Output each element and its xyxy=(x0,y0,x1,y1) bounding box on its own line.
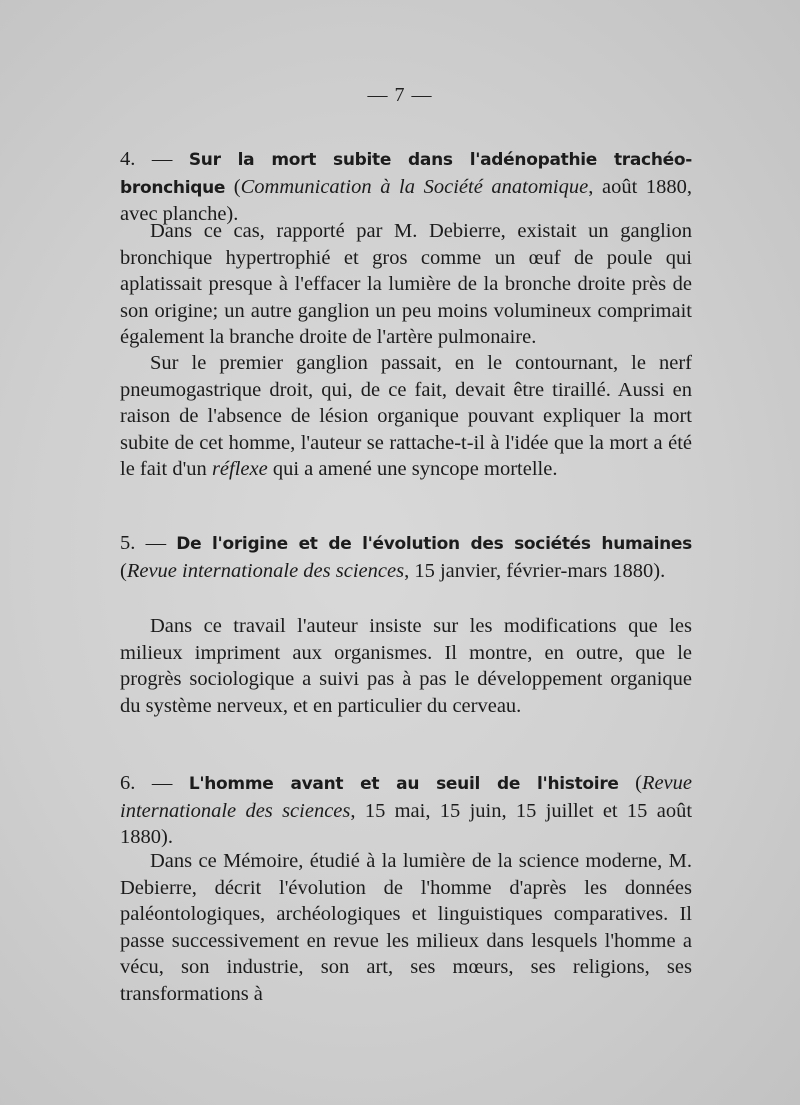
entry-number: 5. — xyxy=(120,532,167,554)
paragraph-text: Dans ce travail l'auteur insiste sur les modifications que les milieux impriment aux organismes. Il montre, en outre, que le progrès sociologique a suivi pas à pas le développement organique du système nerveux, et en particulier du cerveau. xyxy=(120,615,692,717)
entry-5-heading xyxy=(120,530,692,584)
entry-title: Sur la mort subite dans l'adénopathie trachéo-bronchique xyxy=(120,150,693,198)
emphasized-term: réflexe xyxy=(211,458,268,480)
entry-source: Revue internationale des sciences xyxy=(126,559,405,582)
paragraph-text xyxy=(120,350,692,483)
entry-5-paragraph-1 xyxy=(120,613,692,719)
paragraph-text-start: Sur le premier ganglion passait, en le contournant, le nerf pneumogastrique droit, qui, de ce fait, devait être tiraillé. Aussi en raison de l'absence de lésion organique pouvant expliquer la mort subite de cet homme, l'auteur se rattache-t-il à l'idée que la mort a été le fait d'un xyxy=(120,352,692,480)
paragraph-text-end: qui a amené une syncope mortelle. xyxy=(267,458,558,480)
source-details: , 15 janvier, février-mars 1880). xyxy=(404,559,666,582)
source-open: ( xyxy=(233,175,241,198)
entry-number: 6. — xyxy=(120,772,173,794)
source-details: , 15 mai, 15 juin, 15 juillet et 15 août 1880). xyxy=(120,799,693,848)
entry-source: Revue internationale des sciences xyxy=(120,772,693,822)
entry-title: L'homme avant et au seuil de l'histoire xyxy=(188,774,619,794)
entry-4-heading xyxy=(120,146,692,228)
paragraph-text: Dans ce cas, rapporté par M. Debierre, existait un ganglion bronchique hypertrophié et gros comme un œuf de poule qui aplatissait presque à l'effacer la lumière de la bronche droite près de son origine; un autre ganglion un peu moins volumineux comprimait également la branche droite de l'artère pulmonaire. xyxy=(120,220,692,348)
entry-6-heading xyxy=(120,770,692,851)
page-number: — 7 — xyxy=(367,84,433,106)
entry-4-paragraph-2 xyxy=(120,350,692,483)
source-open: ( xyxy=(120,559,127,582)
entry-6-paragraph-1 xyxy=(120,848,692,1007)
source-open: ( xyxy=(618,772,642,794)
source-details: , août 1880, avec planche). xyxy=(120,175,693,225)
paragraph-text: Dans ce Mémoire, étudié à la lumière de la science moderne, M. Debierre, décrit l'évolution de l'homme d'après les données paléontologiques, archéologiques et linguistiques comparatives. Il passe successivement en revue les milieux dans lesquels l'homme a vécu, son industrie, son art, ses mœurs, ses religions, ses transformations à xyxy=(120,850,692,1005)
entry-title: De l'origine et de l'évolution des sociétés humaines xyxy=(176,534,692,554)
entry-number: 4. — xyxy=(120,148,173,170)
entry-4-paragraph-1 xyxy=(120,218,692,351)
entry-source: Communication à la Société anatomique xyxy=(240,175,589,198)
